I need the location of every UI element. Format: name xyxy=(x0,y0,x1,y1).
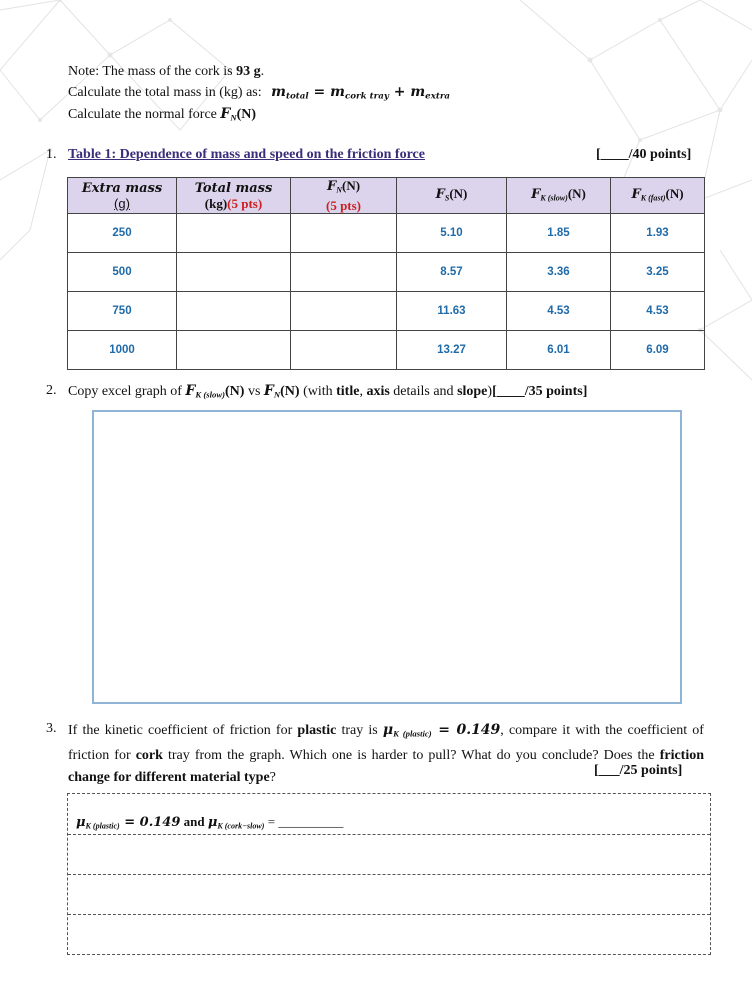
header-unit: (N) xyxy=(342,178,361,194)
q1-points: [____/40 points] xyxy=(596,147,692,162)
q3-text: , compare it with the coefficient of friction for xyxy=(68,723,704,763)
formula-sub: K (plastic) xyxy=(85,821,120,831)
header-normal-force xyxy=(291,178,397,214)
formula-var: m xyxy=(271,84,286,100)
cell-kinetic-slow: 4.53 xyxy=(507,292,611,331)
answer-equals: = xyxy=(264,814,279,829)
note-text: . xyxy=(260,64,265,79)
q2-text: , xyxy=(359,384,367,399)
mu-symbol: μ xyxy=(382,722,394,738)
cell-static-force: 11.63 xyxy=(397,292,507,331)
formula-sub: K (plastic) xyxy=(393,728,432,739)
formula-var: + m xyxy=(388,84,426,100)
table-title-text: Table 1: Dependence of mass and speed on the friction force xyxy=(68,147,425,162)
note-text: Calculate the normal force xyxy=(68,107,221,122)
q3-bold: friction change for different material type xyxy=(68,747,705,785)
q2-number: 2. xyxy=(46,383,57,398)
total-mass-formula xyxy=(271,84,450,100)
note-text: Calculate the total mass in (kg) as: xyxy=(68,85,262,100)
cell-kinetic-slow: 6.01 xyxy=(507,331,611,370)
q3-points: [___/25 points] xyxy=(594,763,683,778)
formula-sub: total xyxy=(285,91,309,102)
mu-symbol: μ xyxy=(207,815,218,830)
header-sub: K (slow) xyxy=(540,193,568,203)
formula-var: = m xyxy=(308,84,345,100)
formula-sub: cork tray xyxy=(344,91,389,102)
table-row xyxy=(68,253,705,292)
header-sub: N xyxy=(336,185,342,195)
header-static-force xyxy=(397,178,507,214)
header-extra-mass xyxy=(68,178,177,214)
q2-text: ) xyxy=(487,384,493,399)
cell-extra-mass: 250 xyxy=(68,214,177,253)
table-row xyxy=(68,331,705,370)
cell-static-force: 8.57 xyxy=(397,253,507,292)
cell-kinetic-slow: 1.85 xyxy=(507,214,611,253)
cell-total-mass-input[interactable] xyxy=(177,253,291,292)
answer-blank[interactable]: __________ xyxy=(278,814,344,829)
header-unit: (N) xyxy=(665,185,684,201)
cell-normal-force-input[interactable] xyxy=(291,214,397,253)
header-var: F xyxy=(531,186,541,202)
table-header-row xyxy=(68,178,705,214)
header-var: F xyxy=(326,179,337,195)
header-var: F xyxy=(435,186,445,202)
header-label: Extra mass xyxy=(81,181,163,196)
unit-label: (N) xyxy=(280,384,300,399)
cork-mass-value: 93 g xyxy=(236,64,261,79)
q2-text: (with xyxy=(299,384,337,399)
cell-kinetic-fast: 4.53 xyxy=(611,292,705,331)
answer-formula xyxy=(76,814,343,830)
formula-sub: N xyxy=(273,389,281,400)
q2-points: [____/35 points] xyxy=(492,384,588,399)
cell-normal-force-input[interactable] xyxy=(291,253,397,292)
formula-sub: extra xyxy=(425,91,451,102)
unit-label: (N) xyxy=(225,384,245,399)
formula-var: F xyxy=(185,383,196,399)
note-line-total-mass xyxy=(68,84,450,102)
q3-bold: plastic xyxy=(297,723,337,738)
cell-kinetic-fast: 3.25 xyxy=(611,253,705,292)
header-points: (5 pts) xyxy=(227,196,263,211)
q2-bold: title xyxy=(336,384,360,399)
table-row xyxy=(68,292,705,331)
header-var: F xyxy=(631,186,641,202)
answer-line-divider xyxy=(68,914,710,915)
q3-bold: cork xyxy=(135,747,163,763)
answer-and: and xyxy=(180,814,208,829)
cell-extra-mass: 500 xyxy=(68,253,177,292)
q3-number: 3. xyxy=(46,721,57,736)
q2-bold: slope xyxy=(457,384,488,399)
header-kinetic-slow xyxy=(507,178,611,214)
mu-value: = 0.149 xyxy=(119,815,181,830)
formula-sub: K (cork−slow) xyxy=(217,821,265,831)
q3-text: tray from the graph. Which one is harder to pull? What do you conclude? Does the xyxy=(162,747,660,763)
header-sub: S xyxy=(444,193,450,203)
header-unit: (kg) xyxy=(204,196,228,211)
cell-kinetic-slow: 3.36 xyxy=(507,253,611,292)
unit-label: (N) xyxy=(236,107,257,122)
formula-sub: N xyxy=(230,112,237,123)
q3-text: ? xyxy=(269,769,276,785)
table-title xyxy=(68,147,425,163)
table-row xyxy=(68,214,705,253)
note-line-cork-mass xyxy=(68,64,264,80)
cell-normal-force-input[interactable] xyxy=(291,331,397,370)
cell-total-mass-input[interactable] xyxy=(177,331,291,370)
graph-paste-area[interactable] xyxy=(92,410,682,704)
cell-kinetic-fast: 6.09 xyxy=(611,331,705,370)
q3-text: If the kinetic coefficient of friction for xyxy=(68,723,298,738)
cell-total-mass-input[interactable] xyxy=(177,292,291,331)
cell-extra-mass: 750 xyxy=(68,292,177,331)
cell-extra-mass: 1000 xyxy=(68,331,177,370)
mu-symbol: μ xyxy=(76,815,86,830)
header-points: (5 pts) xyxy=(325,197,362,213)
note-text: Note: The mass of the cork is xyxy=(68,64,237,79)
cell-static-force: 13.27 xyxy=(397,331,507,370)
answer-box[interactable] xyxy=(67,793,711,955)
q2-bold: axis xyxy=(366,384,390,399)
header-kinetic-fast xyxy=(611,178,705,214)
header-label: Total mass xyxy=(194,181,273,196)
header-total-mass xyxy=(177,178,291,214)
answer-line-divider xyxy=(68,874,710,875)
q2-text: vs xyxy=(244,384,264,399)
header-unit: (g) xyxy=(114,196,130,211)
formula-sub: K (slow) xyxy=(195,389,226,400)
cell-static-force: 5.10 xyxy=(397,214,507,253)
q2-prompt xyxy=(68,383,587,400)
friction-data-table xyxy=(67,177,705,370)
answer-line-divider xyxy=(68,834,710,835)
q2-text: Copy excel graph of xyxy=(68,384,186,399)
q3-text: tray is xyxy=(336,723,383,738)
q2-text: details and xyxy=(389,384,458,399)
mu-value: = 0.149 xyxy=(431,722,501,738)
header-sub: K (fast) xyxy=(640,193,666,203)
cell-normal-force-input[interactable] xyxy=(291,292,397,331)
cell-kinetic-fast: 1.93 xyxy=(611,214,705,253)
formula-var: F xyxy=(220,106,231,122)
q1-number: 1. xyxy=(46,147,57,162)
cell-total-mass-input[interactable] xyxy=(177,214,291,253)
header-unit: (N) xyxy=(567,185,586,201)
formula-var: F xyxy=(263,383,274,399)
note-line-normal-force xyxy=(68,106,256,123)
header-unit: (N) xyxy=(449,185,468,201)
